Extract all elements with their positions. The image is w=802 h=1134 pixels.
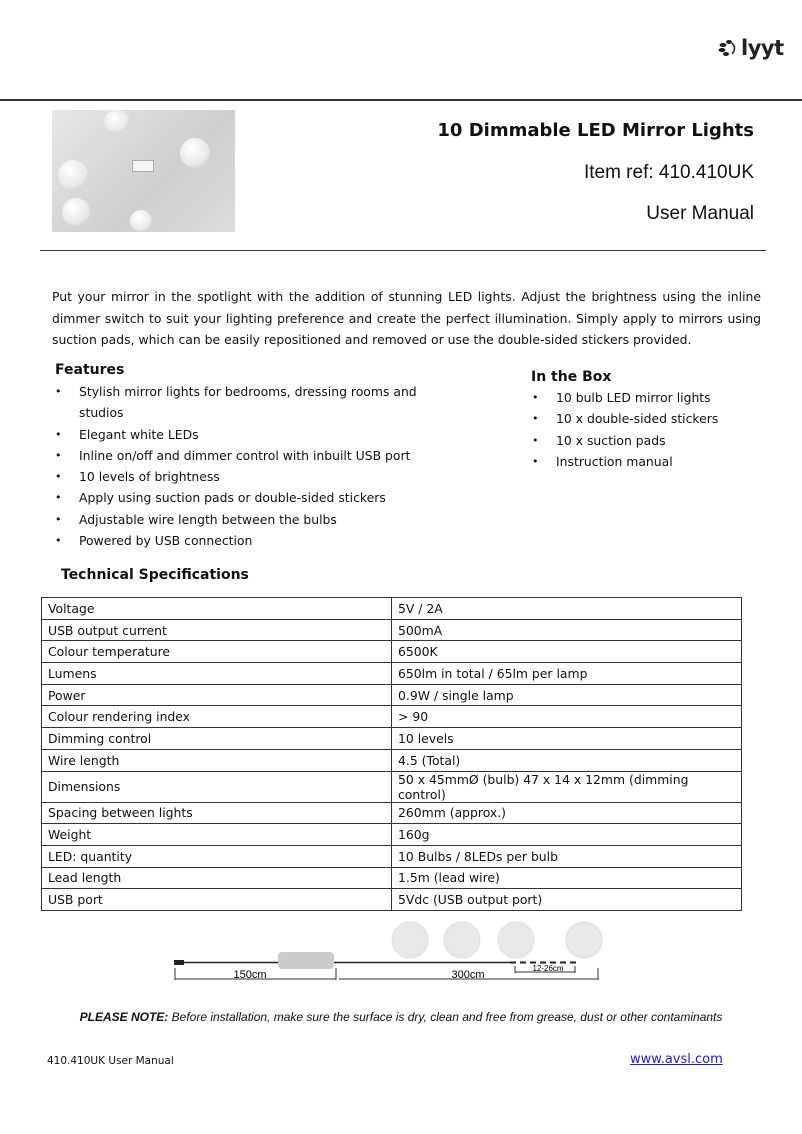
logo-icon [718, 39, 738, 57]
list-item: • Elegant white LEDs [52, 424, 422, 445]
brand-logo [718, 36, 784, 60]
spec-value: 50 x 45mmØ (bulb) 47 x 14 x 12mm (dimming control) [392, 771, 742, 802]
usb-plug-icon [174, 960, 184, 965]
spec-value: 5V / 2A [392, 598, 742, 620]
spec-value: 0.9W / single lamp [392, 684, 742, 706]
specs-heading: Technical Specifications [61, 567, 249, 583]
product-photo [52, 110, 235, 232]
list-item: • 10 levels of brightness [52, 466, 422, 487]
spec-value: 500mA [392, 619, 742, 641]
table-row [42, 889, 742, 911]
intro-paragraph: Put your mirror in the spotlight with the addition of stunning LED lights. Adjust the brightness using the inline dimmer switch to suit your lighting preference and create the perfect illumination. Simply apply to mirrors using suction pads, which can be easily repositioned and removed or use the double-sided stickers provided. [52, 289, 761, 347]
list-item: • Inline on/off and dimmer control with inbuilt USB port [52, 445, 422, 466]
table-row [42, 867, 742, 889]
table-row [42, 706, 742, 728]
spec-label: Colour temperature [42, 641, 392, 663]
spec-value: 260mm (approx.) [392, 802, 742, 824]
note-label: PLEASE NOTE: [79, 1010, 169, 1024]
table-row [42, 684, 742, 706]
table-row [42, 802, 742, 824]
spec-value: 650lm in total / 65lm per lamp [392, 663, 742, 685]
item-ref: Item ref: 410.410UK [583, 162, 754, 183]
table-row [42, 641, 742, 663]
website-link[interactable]: www.avsl.com [630, 1052, 723, 1067]
table-row [42, 663, 742, 685]
spec-label: Spacing between lights [42, 802, 392, 824]
spec-label: LED: quantity [42, 845, 392, 867]
features-list [52, 381, 422, 551]
spec-label: Lumens [42, 663, 392, 685]
list-item: • Powered by USB connection [52, 530, 422, 551]
spec-label: Dimming control [42, 728, 392, 750]
list-item: • Adjustable wire length between the bulbs [52, 509, 422, 530]
lead-length-label: 150cm [233, 969, 267, 981]
list-item: • Apply using suction pads or double-sided stickers [52, 487, 422, 508]
divider [40, 250, 766, 251]
features-heading: Features [55, 362, 125, 378]
string-length-label: 300cm [451, 969, 485, 981]
list-item: • Instruction manual [529, 451, 779, 472]
spec-label: Lead length [42, 867, 392, 889]
table-row [42, 728, 742, 750]
spec-value: 1.5m (lead wire) [392, 867, 742, 889]
spec-value: 10 levels [392, 728, 742, 750]
spacing-label: 12-26cm [532, 964, 564, 973]
table-row [42, 619, 742, 641]
spec-label: Wire length [42, 749, 392, 771]
spec-label: Power [42, 684, 392, 706]
document-title: 10 Dimmable LED Mirror Lights [437, 120, 754, 141]
list-item: • 10 bulb LED mirror lights [529, 387, 779, 408]
document-subtitle: User Manual [646, 203, 754, 224]
table-row [42, 771, 742, 802]
logo-text: lyyt [741, 36, 784, 60]
dimmer-control [278, 952, 334, 969]
in-the-box-list [529, 387, 779, 472]
table-row [42, 598, 742, 620]
dimension-diagram [170, 918, 610, 988]
installation-note [0, 1010, 802, 1024]
spec-value: 4.5 (Total) [392, 749, 742, 771]
table-row [42, 845, 742, 867]
header-rule [0, 99, 802, 101]
spec-label: Voltage [42, 598, 392, 620]
table-row [42, 824, 742, 846]
spec-value: 6500K [392, 641, 742, 663]
spec-label: USB output current [42, 619, 392, 641]
spec-label: Dimensions [42, 771, 392, 802]
list-item: • 10 x suction pads [529, 430, 779, 451]
spec-value: 160g [392, 824, 742, 846]
spec-value: 5Vdc (USB output port) [392, 889, 742, 911]
spec-label: USB port [42, 889, 392, 911]
list-item: • 10 x double-sided stickers [529, 408, 779, 429]
bulbs [392, 922, 602, 958]
spec-value: > 90 [392, 706, 742, 728]
table-row [42, 749, 742, 771]
note-text: Before installation, make sure the surface is dry, clean and free from grease, dust or other contaminants [168, 1010, 723, 1024]
spec-label: Colour rendering index [42, 706, 392, 728]
list-item: • Stylish mirror lights for bedrooms, dressing rooms and studios [52, 381, 422, 424]
spec-value: 10 Bulbs / 8LEDs per bulb [392, 845, 742, 867]
spec-label: Weight [42, 824, 392, 846]
in-the-box-heading: In the Box [531, 369, 612, 385]
footer-doc-ref: 410.410UK User Manual [47, 1055, 174, 1067]
specs-table [41, 597, 742, 911]
